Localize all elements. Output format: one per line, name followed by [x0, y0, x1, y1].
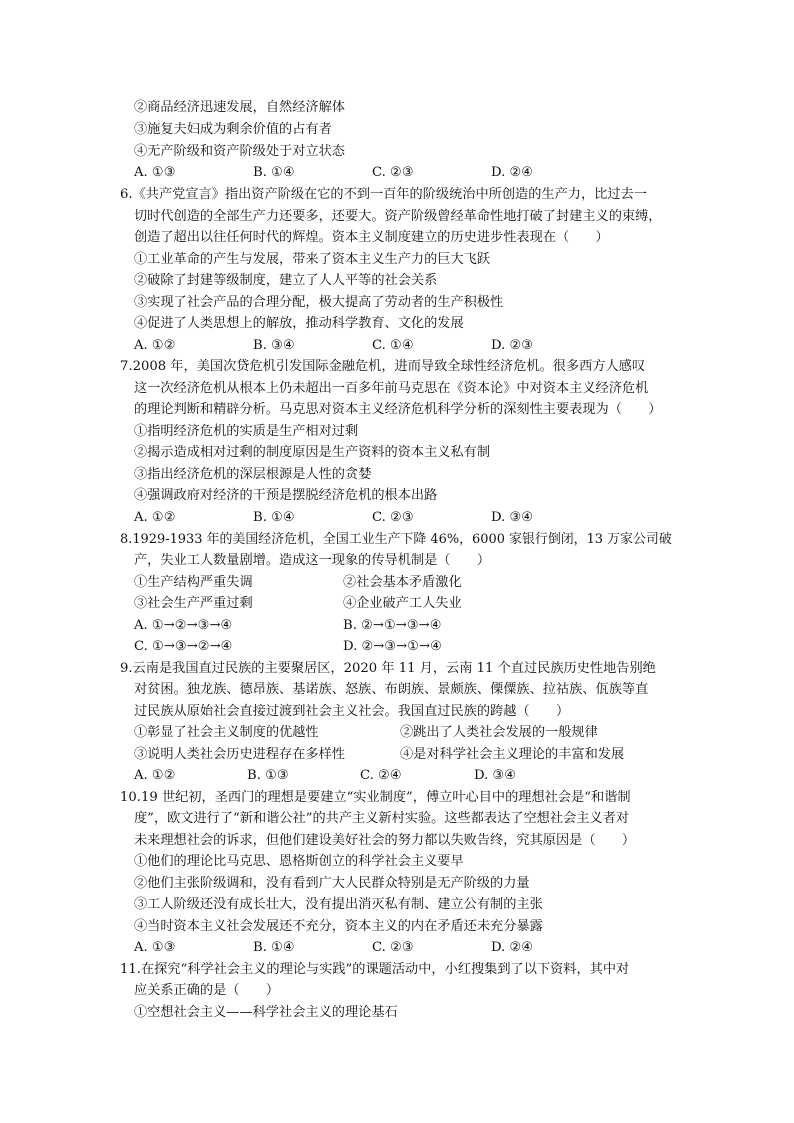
q9-item-4: ④是对科学社会主义理论的丰富和发展 [400, 747, 625, 762]
q9-option-a: A. ①② [134, 768, 176, 783]
q7-item-1: ①指明经济危机的实质是生产相对过剩 [134, 424, 359, 439]
q11-stem-2: 应关系正确的是（ ） [134, 983, 280, 998]
q7-option-b: B. ①④ [253, 510, 295, 525]
q6-item-3: ③实现了社会产品的合理分配，极大提高了劳动者的生产积极性 [134, 295, 504, 310]
q5-item-4: ④无产阶级和资产阶级处于对立状态 [134, 144, 345, 159]
q10-stem-3: 未来理想社会的诉求，但他们建设美好社会的努力都以失败告终，究其原因是（ ） [134, 833, 636, 848]
q7-stem-3: 的理论判断和精辟分析。马克思对资本主义经济危机科学分析的深刻性主要表现为（ ） [134, 402, 662, 417]
q8-options-row-2 [134, 638, 654, 656]
q8-stem-2: 产，失业工人数量剧增。造成这一现象的传导机制是（ ） [134, 553, 491, 568]
q10-options [134, 939, 614, 957]
q8-option-b: B. ②→①→③→④ [343, 618, 442, 633]
q11-item-1: ①空想社会主义——科学社会主义的理论基石 [134, 1005, 398, 1020]
q7-option-d: D. ③④ [491, 510, 534, 525]
q5-item-2: ②商品经济迅速发展，自然经济解体 [134, 100, 345, 115]
q6-option-a: A. ①② [134, 338, 176, 353]
q9-items-row-2 [134, 746, 654, 764]
q5-option-a: A. ①③ [134, 165, 176, 180]
q7-item-4: ④强调政府对经济的干预是摆脱经济危机的根本出路 [134, 488, 438, 503]
q10-item-2: ②他们主张阶级调和，没有看到广大人民群众特别是无产阶级的力量 [134, 876, 530, 891]
q10-option-b: B. ①④ [253, 940, 295, 955]
q6-stem-2: 切时代创造的全部生产力还要多，还要大。资产阶级曾经革命性地打破了封建主义的束缚， [134, 209, 662, 224]
q9-item-2: ②跳出了人类社会发展的一般规律 [400, 725, 598, 740]
q9-stem-2: 对贫困。独龙族、德昂族、基诺族、怒族、布朗族、景颇族、傈僳族、拉祜族、佤族等直 [134, 682, 649, 697]
q7-item-2: ②揭示造成相对过剩的制度原因是生产资料的资本主义私有制 [134, 445, 491, 460]
q5-option-b: B. ①④ [253, 165, 295, 180]
q9-options [134, 767, 614, 785]
q10-option-d: D. ②④ [491, 940, 534, 955]
q6-item-4: ④促进了人类思想上的解放，推动科学教育、文化的发展 [134, 316, 464, 331]
q5-item-3: ③施复夫妇成为剩余价值的占有者 [134, 122, 332, 137]
q6-options [134, 337, 614, 355]
q10-stem-1: 10.19 世纪初，圣西门的理想是要建立“实业制度”，傅立叶心目中的理想社会是“和谐制 [120, 790, 631, 805]
q10-option-a: A. ①③ [134, 940, 176, 955]
q7-stem-2: 这一次经济危机从根本上仍未超出一百多年前马克思在《资本论》中对资本主义经济危机 [134, 381, 649, 396]
q9-items-row-1 [134, 724, 654, 742]
q6-item-2: ②破除了封建等级制度，建立了人人平等的社会关系 [134, 273, 438, 288]
q8-items-row-1 [134, 574, 654, 592]
q8-option-a: A. ①→②→③→④ [134, 618, 233, 633]
q8-item-1: ①生产结构严重失调 [134, 575, 253, 590]
q8-items-row-2 [134, 595, 654, 613]
q7-option-c: C. ②③ [372, 510, 414, 525]
q9-option-b: B. ①③ [247, 768, 289, 783]
q5-option-d: D. ②④ [491, 165, 534, 180]
q7-item-3: ③指出经济危机的深层根源是人性的贪婪 [134, 467, 372, 482]
q8-item-4: ④企业破产工人失业 [343, 596, 462, 611]
q5-option-c: C. ②③ [372, 165, 414, 180]
q6-option-b: B. ③④ [253, 338, 295, 353]
q9-item-1: ①彰显了社会主义制度的优越性 [134, 725, 319, 740]
q6-stem-3: 创造了超出以往任何时代的辉煌。资本主义制度建立的历史进步性表现在（ ） [134, 230, 609, 245]
q9-stem-1: 9.云南是我国直过民族的主要聚居区，2020 年 11 月，云南 11 个直过民族历史性地告别绝 [120, 661, 656, 676]
q7-options [134, 509, 614, 527]
q8-item-2: ②社会基本矛盾激化 [343, 575, 462, 590]
q7-option-a: A. ①② [134, 510, 176, 525]
q8-item-3: ③社会生产严重过剩 [134, 596, 253, 611]
q11-stem-1: 11.在探究“科学社会主义的理论与实践”的课题活动中，小红搜集到了以下资料，其中对 [120, 962, 630, 977]
q9-item-3: ③说明人类社会历史进程存在多样性 [134, 747, 345, 762]
q9-option-d: D. ③④ [474, 768, 517, 783]
q9-stem-3: 过民族从原始社会直接过渡到社会主义社会。我国直过民族的跨越（ ） [134, 704, 570, 719]
q10-item-1: ①他们的理论比马克思、恩格斯创立的科学社会主义要早 [134, 854, 464, 869]
q5-options [134, 164, 614, 182]
q6-stem-1: 6.《共产党宣言》指出资产阶级在它的不到一百年的阶级统治中所创造的生产力，比过去一 [120, 187, 647, 202]
q10-option-c: C. ②③ [372, 940, 414, 955]
q9-option-c: C. ②④ [360, 768, 402, 783]
q10-stem-2: 度”，欧文进行了“新和谐公社”的共产主义新村实验。这些都表达了空想社会主义者对 [134, 811, 629, 826]
q6-option-d: D. ②③ [491, 338, 534, 353]
q10-item-3: ③工人阶级还没有成长壮大，没有提出消灭私有制、建立公有制的主张 [134, 897, 543, 912]
q8-stem-1: 8.1929-1933 年的美国经济危机，全国工业生产下降 46%，6000 家银行倒闭，13 万家公司破 [120, 532, 672, 547]
q7-stem-1: 7.2008 年，美国次贷危机引发国际金融危机，进而导致全球性经济危机。很多西方人感叹 [120, 359, 646, 374]
q8-option-c: C. ①→③→②→④ [134, 639, 233, 654]
q10-item-4: ④当时资本主义社会发展还不充分，资本主义的内在矛盾还未充分暴露 [134, 919, 543, 934]
q6-option-c: C. ①④ [372, 338, 414, 353]
q8-options-row-1 [134, 617, 654, 635]
q6-item-1: ①工业革命的产生与发展，带来了资本主义生产力的巨大飞跃 [134, 252, 491, 267]
q8-option-d: D. ②→③→①→④ [343, 639, 442, 654]
